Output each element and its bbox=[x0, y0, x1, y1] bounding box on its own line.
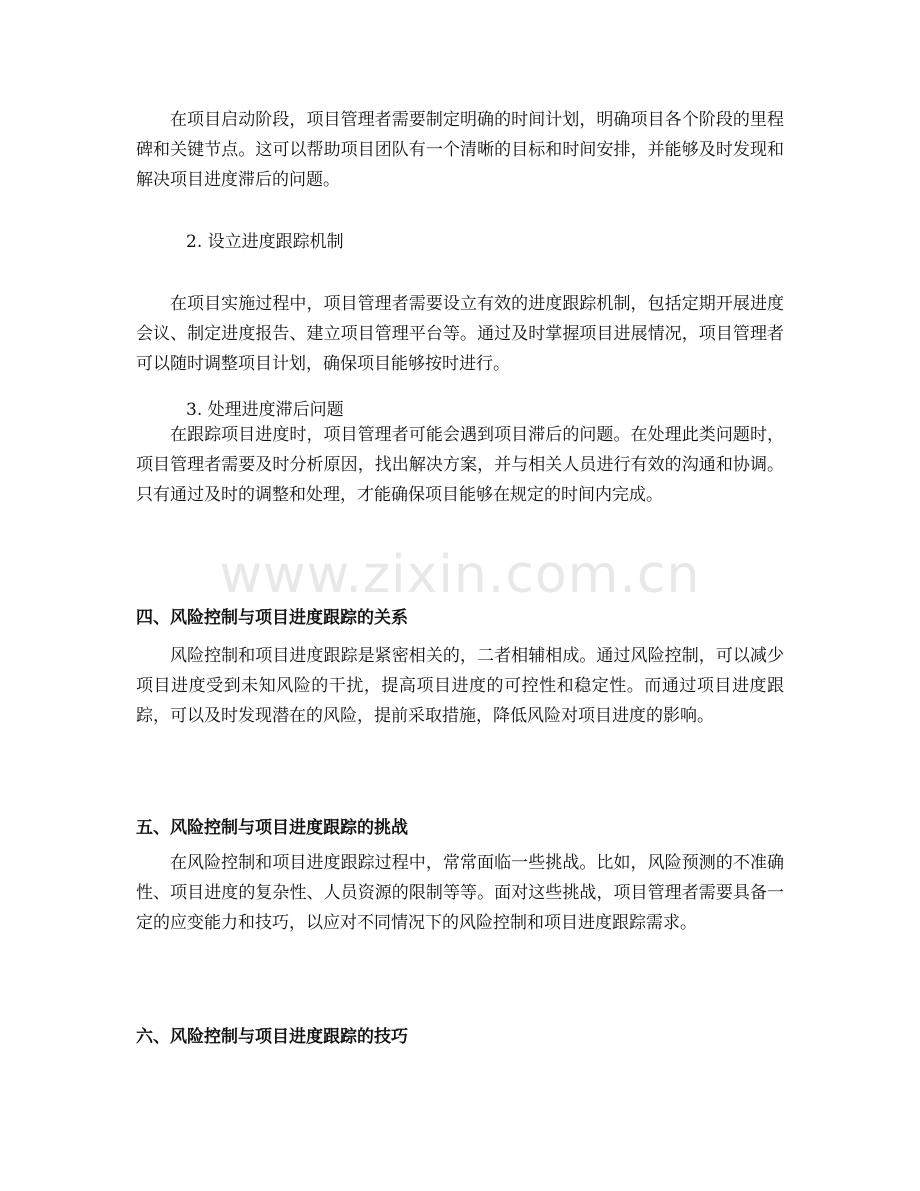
section-heading-challenges: 五、风险控制与项目进度跟踪的挑战 bbox=[136, 818, 408, 838]
section-heading-relationship: 四、风险控制与项目进度跟踪的关系 bbox=[136, 608, 408, 628]
section-heading-techniques: 六、风险控制与项目进度跟踪的技巧 bbox=[136, 1027, 408, 1047]
paragraph-milestones: 在项目启动阶段，项目管理者需要制定明确的时间计划，明确项目各个阶段的里程碑和关键节点。这可以帮助项目团队有一个清晰的目标和时间安排，并能够及时发现和解决项目进度滞后的问题。 bbox=[136, 110, 784, 190]
watermark-text: www.zixin.com.cn bbox=[219, 545, 701, 605]
subheading-tracking-mechanism: 2. 设立进度跟踪机制 bbox=[186, 232, 344, 252]
paragraph-delay-handling: 在跟踪项目进度时，项目管理者可能会遇到项目滞后的问题。在处理此类问题时，项目管理者需要及时分析原因，找出解决方案，并与相关人员进行有效的沟通和协调。只有通过及时的调整和处理，才能确保项目能够在规定的时间内完成。 bbox=[136, 425, 784, 505]
paragraph-tracking-mechanism: 在项目实施过程中，项目管理者需要设立有效的进度跟踪机制，包括定期开展进度会议、制定进度报告、建立项目管理平台等。通过及时掌握项目进展情况，项目管理者可以随时调整项目计划，确保项目能够按时进行。 bbox=[136, 294, 784, 374]
paragraph-challenges: 在风险控制和项目进度跟踪过程中，常常面临一些挑战。比如，风险预测的不准确性、项目进度的复杂性、人员资源的限制等等。面对这些挑战，项目管理者需要具备一定的应变能力和技巧，以应对不同情况下的风险控制和项目进度跟踪需求。 bbox=[136, 853, 784, 933]
paragraph-relationship: 风险控制和项目进度跟踪是紧密相关的，二者相辅相成。通过风险控制，可以减少项目进度受到未知风险的干扰，提高项目进度的可控性和稳定性。而通过项目进度跟踪，可以及时发现潜在的风险，提前采取措施，降低风险对项目进度的影响。 bbox=[136, 646, 784, 726]
subheading-delay-handling: 3. 处理进度滞后问题 bbox=[186, 400, 344, 420]
